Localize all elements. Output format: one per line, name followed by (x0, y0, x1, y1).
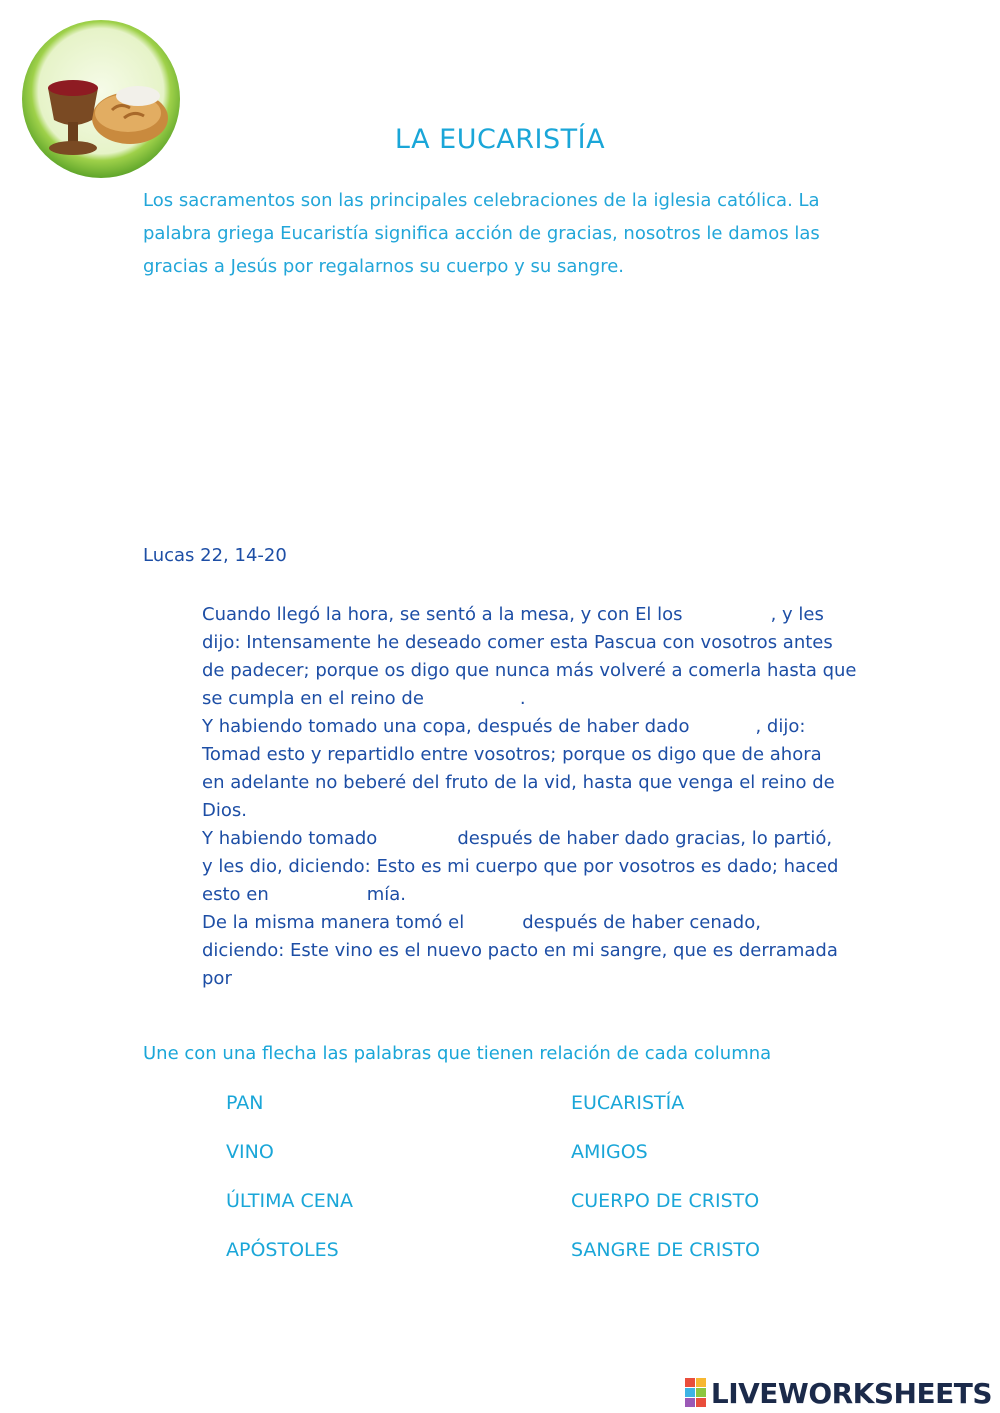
bible-passage (202, 601, 872, 993)
passage-text: . (519, 688, 526, 709)
passage-line (202, 629, 872, 657)
right-column (571, 1092, 760, 1288)
matching-instruction: Une con una flecha las palabras que tienen relación de cada columna (143, 1043, 772, 1064)
brand-name: LIVEWORKSHEETS (710, 1376, 992, 1410)
chalice-bread-icon (20, 18, 182, 180)
left-column (226, 1092, 353, 1288)
passage-line (202, 909, 872, 937)
passage-text: Tomad esto y repartidlo entre vosotros; porque os digo que de ahora (202, 744, 822, 765)
passage-line (202, 825, 872, 853)
passage-line (202, 965, 872, 993)
passage-line (202, 881, 872, 909)
passage-text: Cuando llegó la hora, se sentó a la mesa, y con El los (202, 604, 683, 625)
intro-paragraph (143, 184, 863, 283)
match-item-left[interactable]: APÓSTOLES (226, 1239, 339, 1261)
match-item-right[interactable]: CUERPO DE CRISTO (571, 1190, 760, 1212)
match-item-left[interactable]: ÚLTIMA CENA (226, 1190, 353, 1212)
passage-line (202, 685, 872, 713)
passage-text: Y habiendo tomado (202, 828, 378, 849)
passage-text: mía. (366, 884, 407, 905)
match-item-right[interactable]: EUCARISTÍA (571, 1092, 685, 1114)
passage-text: de padecer; porque os digo que nunca más volveré a comerla hasta que (202, 660, 857, 681)
passage-line (202, 937, 872, 965)
passage-text: dijo: Intensamente he deseado comer esta Pascua con vosotros antes (202, 632, 833, 653)
passage-text: después de haber dado gracias, lo partió, (457, 828, 833, 849)
passage-line (202, 769, 872, 797)
passage-line (202, 657, 872, 685)
passage-line (202, 601, 872, 629)
passage-text: , dijo: (755, 716, 806, 737)
passage-text: por (202, 968, 232, 989)
passage-line (202, 741, 872, 769)
passage-text: en adelante no beberé del fruto de la vid, hasta que venga el reino de (202, 772, 835, 793)
page-title: LA EUCARISTÍA (394, 124, 606, 155)
passage-text: Y habiendo tomado una copa, después de haber dado (202, 716, 690, 737)
passage-line (202, 797, 872, 825)
match-item-right[interactable]: SANGRE DE CRISTO (571, 1239, 760, 1261)
bible-reference: Lucas 22, 14-20 (143, 545, 287, 566)
match-item-left[interactable]: PAN (226, 1092, 264, 1114)
passage-text: , y les (770, 604, 824, 625)
eucharist-logo (20, 18, 182, 180)
passage-line (202, 853, 872, 881)
match-item-right[interactable]: AMIGOS (571, 1141, 648, 1163)
intro-text: Los sacramentos son las principales celebraciones de la iglesia católica. La palabra griega Eucaristía significa acción de gracias, nosotros le damos las gracias a Jesús por regalarnos su cuerpo y su sangre. (143, 190, 820, 277)
passage-text: Dios. (202, 800, 247, 821)
passage-text: De la misma manera tomó el (202, 912, 465, 933)
passage-text: y les dio, diciendo: Esto es mi cuerpo que por vosotros es dado; haced (202, 856, 839, 877)
liveworksheets-logo-icon (685, 1378, 707, 1408)
passage-line (202, 713, 872, 741)
passage-text: se cumpla en el reino de (202, 688, 424, 709)
match-item-left[interactable]: VINO (226, 1141, 274, 1163)
passage-text: esto en (202, 884, 269, 905)
passage-text: diciendo: Este vino es el nuevo pacto en mi sangre, que es derramada (202, 940, 838, 961)
liveworksheets-brand (685, 1376, 992, 1410)
passage-text: después de haber cenado, (522, 912, 761, 933)
